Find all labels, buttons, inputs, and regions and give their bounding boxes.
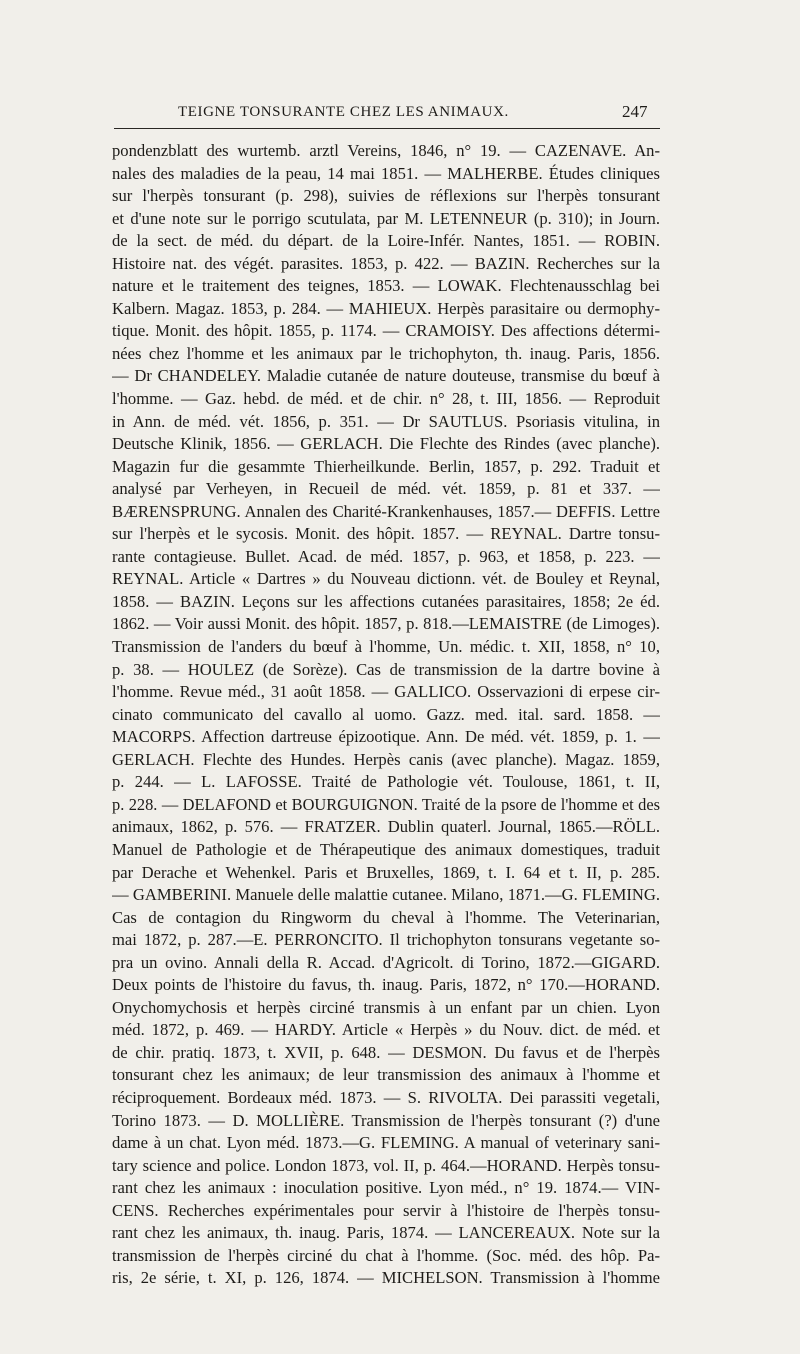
text-line: mai 1872, p. 287.—E. PERRONCITO. Il trichophyton tonsurans vegetante so- — [112, 930, 660, 950]
text-line: rant chez les animaux, th. inaug. Paris, 1874. — LANCEREAUX. Note sur la — [112, 1223, 660, 1243]
page-number: 247 — [622, 102, 648, 121]
text-line: l'homme. Revue méd., 31 août 1858. — GALLICO. Osservazioni di erpese cir- — [112, 682, 660, 702]
text-line: Deutsche Klinik, 1856. — GERLACH. Die Flechte des Rindes (avec planche). — [112, 434, 660, 454]
text-line: tique. Monit. des hôpit. 1855, p. 1174. — CRAMOISY. Des affections détermi- — [112, 321, 660, 341]
text-line: pondenzblatt des wurtemb. arztl Vereins, 1846, n° 19. — CAZENAVE. An- — [112, 141, 660, 160]
text-line: Deux points de l'histoire du favus, th. inaug. Paris, 1872, n° 170.—HORAND. — [112, 975, 660, 995]
text-line: Magazin fur die gesammte Thierheilkunde. Berlin, 1857, p. 292. Traduit et — [112, 456, 660, 476]
text-line: Histoire nat. des végét. parasites. 1853, p. 422. — BAZIN. Recherches sur la — [112, 253, 660, 273]
text-line: Cas de contagion du Ringworm du cheval à l'homme. The Veterinarian, — [112, 907, 660, 927]
text-line: Transmission de l'anders du bœuf à l'homme, Un. médic. t. XII, 1858, n° 10, — [112, 637, 660, 657]
text-line: sur l'herpès et le sycosis. Monit. des hôpit. 1857. — REYNAL. Dartre tonsu- — [112, 524, 660, 544]
text-line: 1862. — Voir aussi Monit. des hôpit. 1857, p. 818.—LEMAISTRE (de Limoges). — [112, 614, 660, 634]
text-line: MACORPS. Affection dartreuse épizootique. Ann. De méd. vét. 1859, p. 1. — — [112, 727, 660, 747]
header-rule — [114, 128, 660, 129]
text-line: l'homme. — Gaz. hebd. de méd. et de chir. n° 28, t. III, 1856. — Reproduit — [112, 389, 660, 409]
text-line: — Dr CHANDELEY. Maladie cutanée de nature douteuse, transmise du bœuf à — [112, 366, 660, 386]
text-line: dame à un chat. Lyon méd. 1873.—G. FLEMING. A manual of veterinary sani- — [112, 1133, 660, 1153]
running-title: TEIGNE TONSURANTE CHEZ LES ANIMAUX. — [178, 104, 509, 120]
text-line: nales des maladies de la peau, 14 mai 1851. — MALHERBE. Études cliniques — [112, 163, 660, 183]
text-line: REYNAL. Article « Dartres » du Nouveau dictionn. vét. de Bouley et Reynal, — [112, 569, 660, 589]
text-line: — GAMBERINI. Manuele delle malattie cutanee. Milano, 1871.—G. FLEMING. — [112, 885, 660, 905]
text-line: transmission de l'herpès circiné du chat à l'homme. (Soc. méd. des hôp. Pa- — [112, 1245, 660, 1265]
text-line: de la sect. de méd. du départ. de la Loire-Infér. Nantes, 1851. — ROBIN. — [112, 231, 660, 251]
text-line: Torino 1873. — D. MOLLIÈRE. Transmission de l'herpès tonsurant (?) d'une — [112, 1110, 660, 1130]
text-line: ris, 2e série, t. XI, p. 126, 1874. — MICHELSON. Transmission à l'homme — [112, 1268, 660, 1288]
text-line: réciproquement. Bordeaux méd. 1873. — S. RIVOLTA. Dei parassiti vegetali, — [112, 1087, 660, 1107]
text-line: nées chez l'homme et les animaux par le trichophyton, th. inaug. Paris, 1856. — [112, 343, 660, 363]
text-line: méd. 1872, p. 469. — HARDY. Article « Herpès » du Nouv. dict. de méd. et — [112, 1020, 660, 1040]
text-line: Kalbern. Magaz. 1853, p. 284. — MAHIEUX. Herpès parasitaire ou dermophy- — [112, 298, 660, 318]
text-line: p. 244. — L. LAFOSSE. Traité de Pathologie vét. Toulouse, 1861, t. II, — [112, 772, 660, 792]
text-line: tary science and police. London 1873, vol. II, p. 464.—HORAND. Herpès tonsu- — [112, 1155, 660, 1175]
text-line: Onychomychosis et herpès circiné transmis à un enfant par un chien. Lyon — [112, 997, 660, 1017]
text-line: et d'une note sur le porrigo scutulata, par M. LETENNEUR (p. 310); in Journ. — [112, 208, 660, 228]
text-line: pra un ovino. Annali della R. Accad. d'Agricolt. di Torino, 1872.—GIGARD. — [112, 952, 660, 972]
text-line: 1858. — BAZIN. Leçons sur les affections cutanées parasitaires, 1858; 2e éd. — [112, 591, 660, 611]
text-line: rante contagieuse. Bullet. Acad. de méd. 1857, p. 963, et 1858, p. 223. — — [112, 546, 660, 566]
text-line: rant chez les animaux : inoculation positive. Lyon méd., n° 19. 1874.— VIN- — [112, 1178, 660, 1198]
bibliography-text — [112, 140, 660, 1290]
text-line: CENS. Recherches expérimentales pour servir à l'histoire de l'herpès tonsu- — [112, 1200, 660, 1220]
text-line: p. 228. — DELAFOND et BOURGUIGNON. Traité de la psore de l'homme et des — [112, 794, 660, 814]
text-line: nature et le traitement des teignes, 1853. — LOWAK. Flechtenausschlag bei — [112, 276, 660, 296]
text-line: p. 38. — HOULEZ (de Sorèze). Cas de transmission de la dartre bovine à — [112, 659, 660, 679]
text-line: animaux, 1862, p. 576. — FRATZER. Dublin quaterl. Journal, 1865.—RÖLL. — [112, 817, 660, 837]
text-line: de chir. pratiq. 1873, t. XVII, p. 648. — DESMON. Du favus et de l'herpès — [112, 1042, 660, 1062]
text-line: GERLACH. Flechte des Hundes. Herpès canis (avec planche). Magaz. 1859, — [112, 749, 660, 769]
text-line: Manuel de Pathologie et de Thérapeutique des animaux domestiques, traduit — [112, 839, 660, 859]
text-line: cinato communicato del cavallo al uomo. Gazz. med. ital. sard. 1858. — — [112, 704, 660, 724]
text-line: tonsurant chez les animaux; de leur transmission des animaux à l'homme et — [112, 1065, 660, 1085]
text-line: sur l'herpès tonsurant (p. 298), suivies de réflexions sur l'herpès tonsurant — [112, 186, 660, 206]
text-line: BÆRENSPRUNG. Annalen des Charité-Krankenhauses, 1857.— DEFFIS. Lettre — [112, 501, 660, 521]
text-line: par Derache et Wehenkel. Paris et Bruxelles, 1869, t. I. 64 et t. II, p. 285. — [112, 862, 660, 882]
text-line: in Ann. de méd. vét. 1856, p. 351. — Dr SAUTLUS. Psoriasis vitulina, in — [112, 411, 660, 431]
running-head — [0, 104, 800, 128]
text-line: analysé par Verheyen, in Recueil de méd. vét. 1859, p. 81 et 337. — — [112, 479, 660, 499]
